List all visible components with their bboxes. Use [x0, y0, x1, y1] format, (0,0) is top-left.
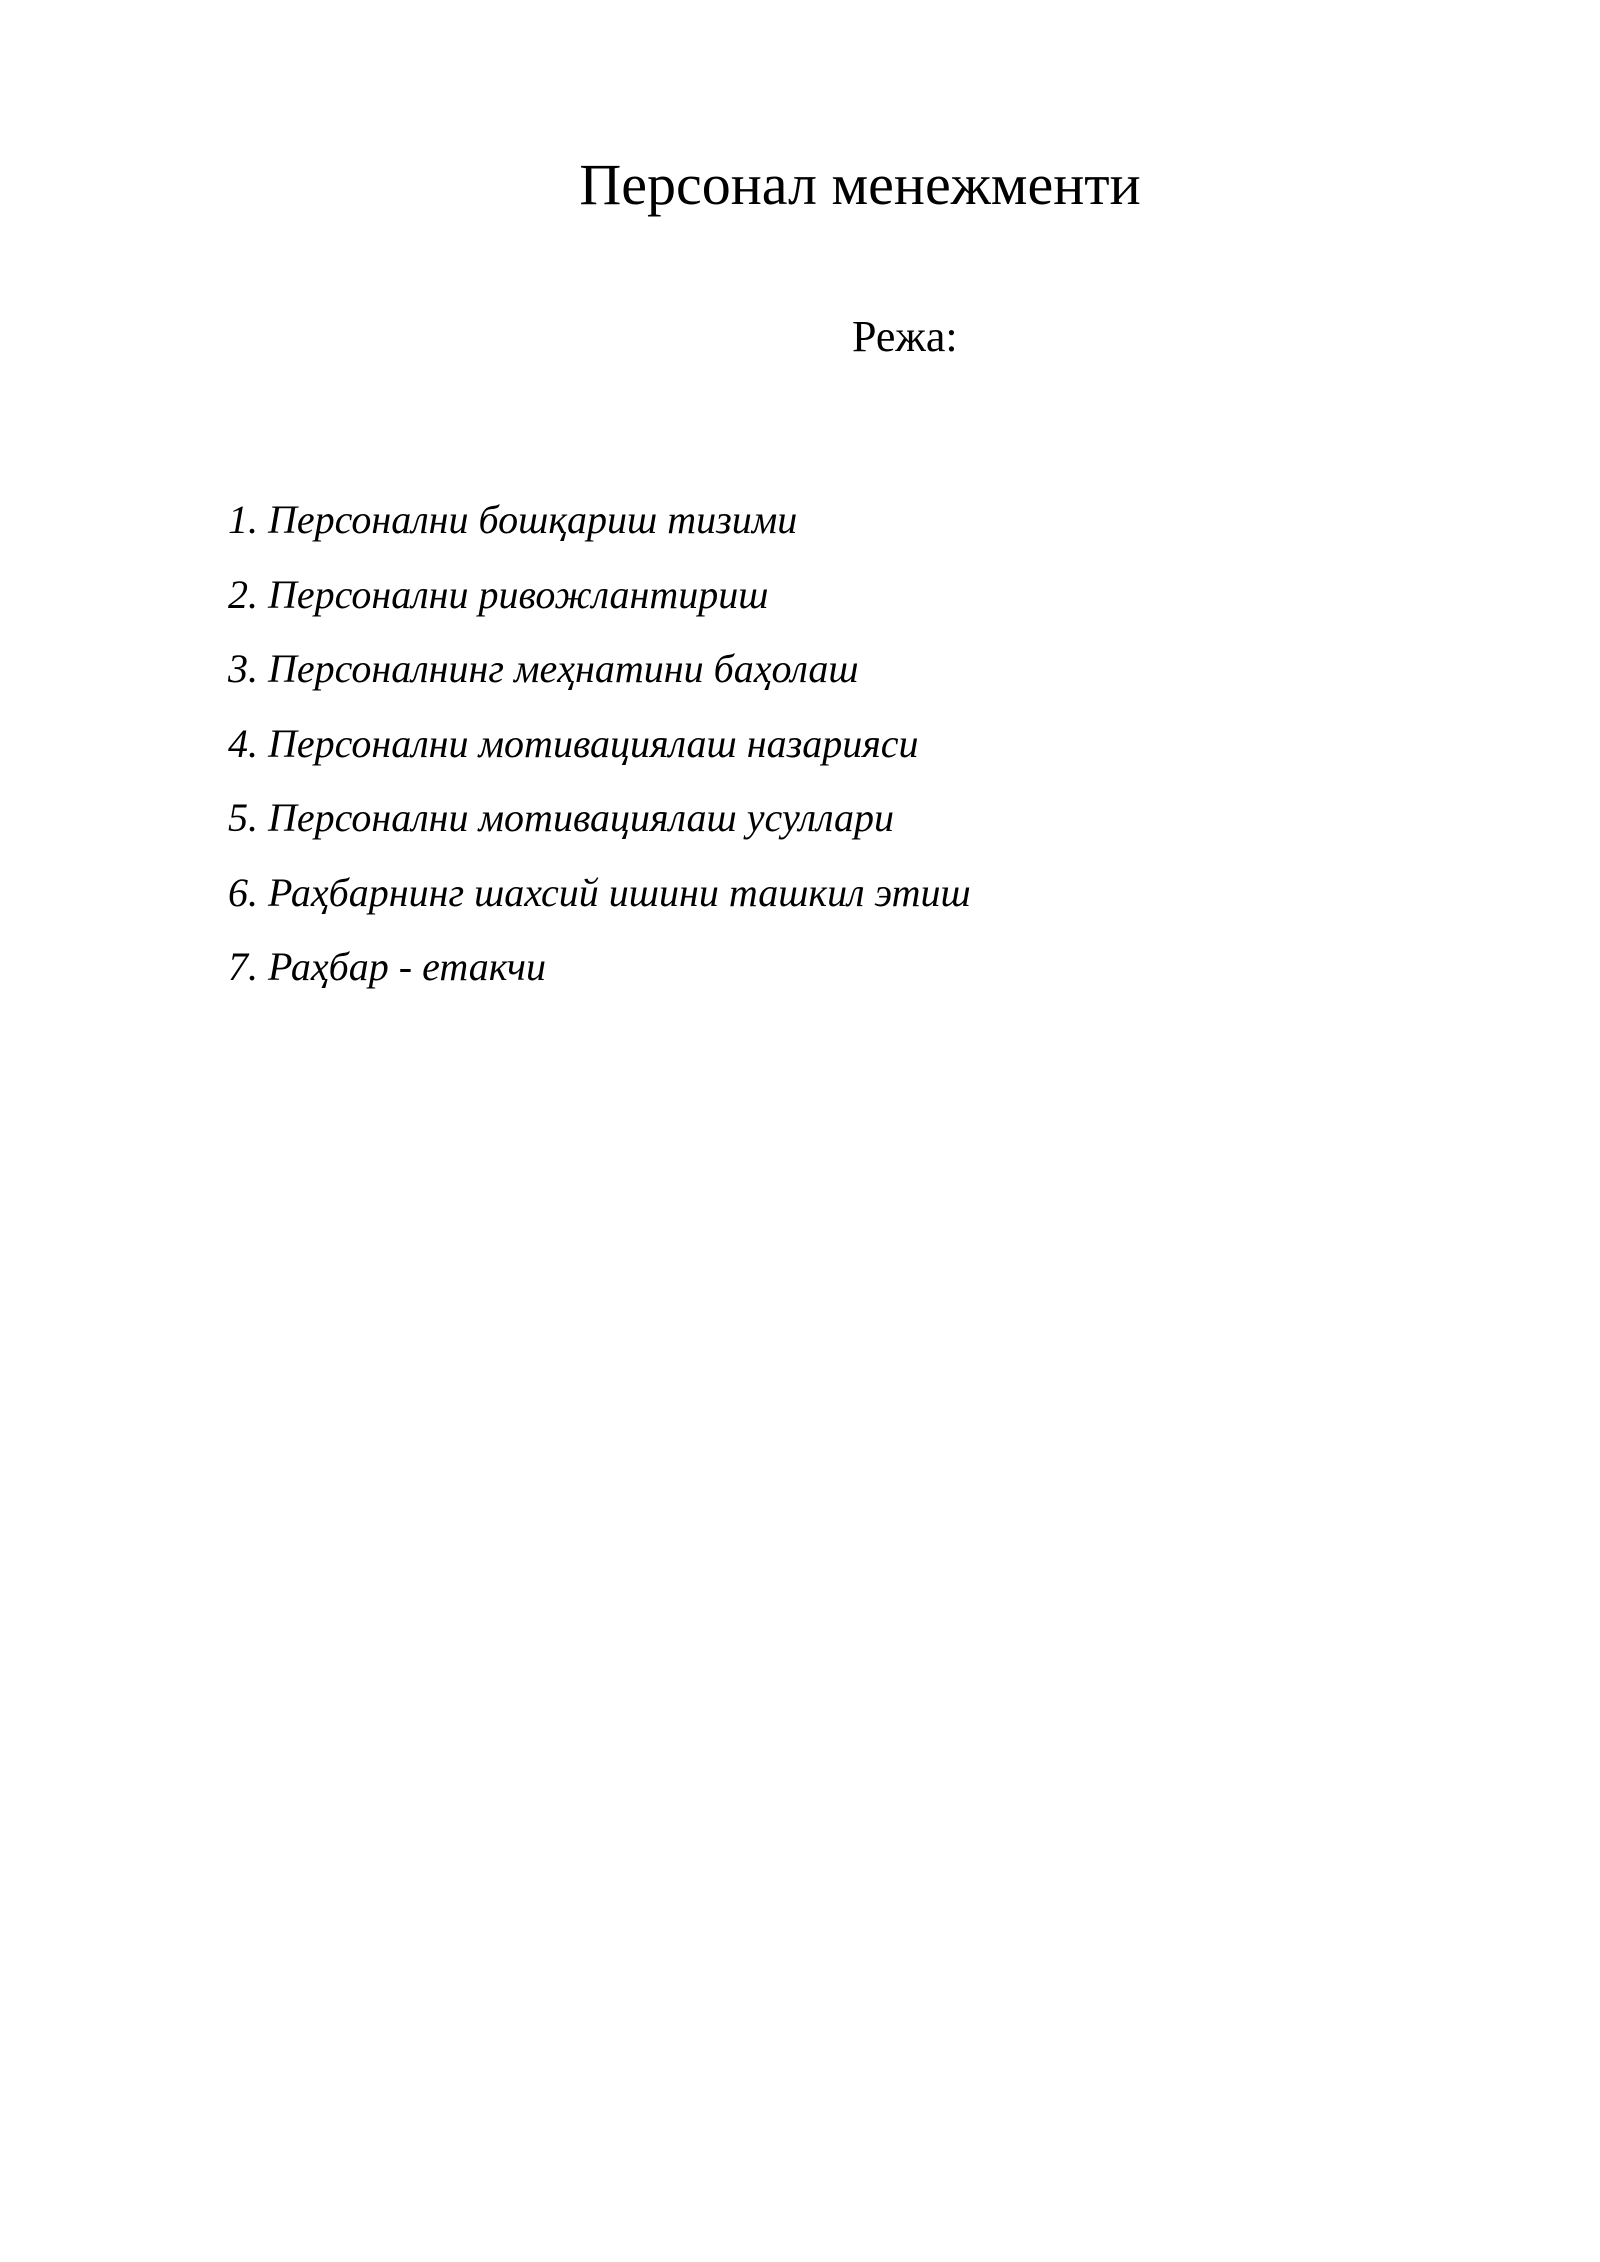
document-title: Персонал менежменти [579, 152, 1141, 217]
plan-item-5 [228, 781, 971, 856]
plan-item-7 [228, 930, 971, 1005]
plan-list [228, 483, 971, 1005]
plan-item-number: 2. [228, 571, 258, 617]
plan-item-text: Персонални ривожлантириш [268, 571, 769, 617]
plan-item-text: Персонални мотивациялаш усуллари [268, 795, 895, 840]
plan-item-text: Раҳбар - етакчи [268, 944, 546, 989]
plan-item-text: Раҳбарнинг шахсий ишини ташкил этиш [268, 869, 971, 915]
plan-item-number: 7. [228, 944, 258, 989]
plan-item-number: 3. [228, 646, 258, 691]
plan-item-text: Персоналнинг меҳнатини баҳолаш [268, 646, 859, 691]
plan-item-text: Персонални мотивациялаш назарияси [268, 720, 919, 766]
plan-item-6 [228, 856, 971, 931]
plan-item-number: 4. [228, 720, 258, 766]
plan-item-2 [228, 558, 971, 633]
plan-item-text: Персонални бошқариш тизими [268, 497, 798, 542]
plan-item-number: 1. [228, 497, 258, 542]
plan-item-number: 6. [228, 869, 258, 915]
plan-item-number: 5. [228, 795, 258, 840]
plan-item-3 [228, 632, 971, 707]
plan-item-4 [228, 707, 971, 782]
plan-heading: Режа: [852, 312, 958, 361]
plan-item-1 [228, 483, 971, 558]
